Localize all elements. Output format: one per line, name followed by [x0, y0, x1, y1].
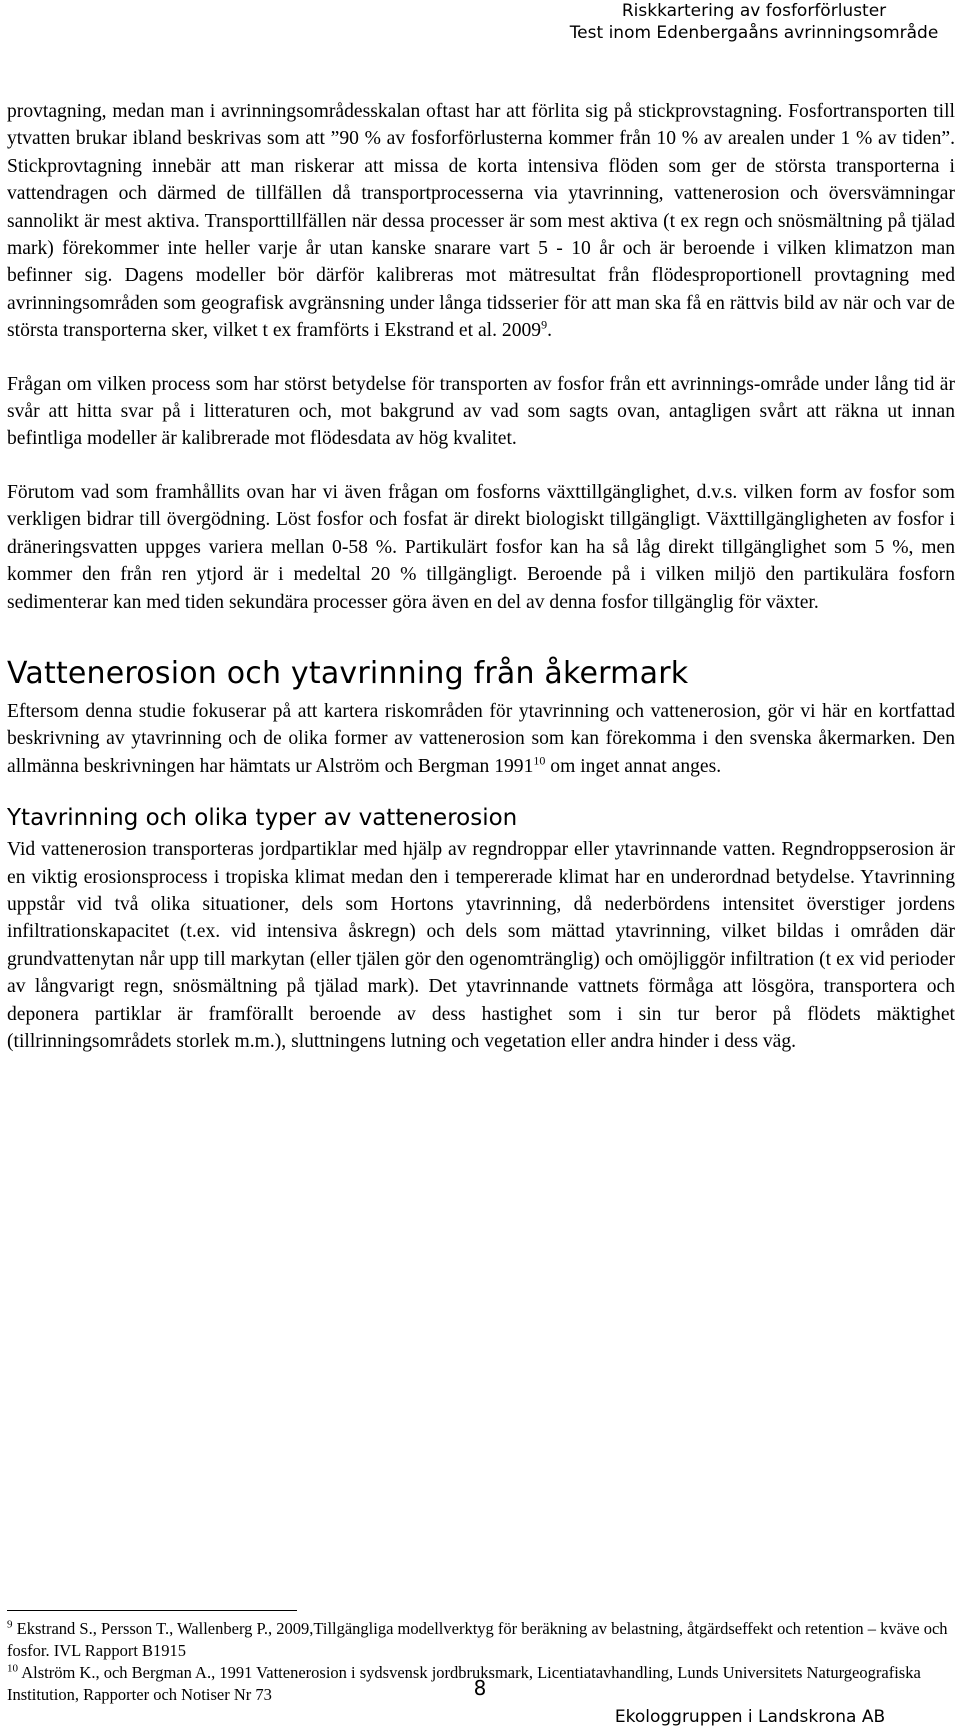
paragraph-text: provtagning, medan man i avrinningsområdesskalan oftast har att förlita sig på stickprovstagning. Fosfortransporten till ytvatten brukar ibland beskrivas som att ”90 % av fosforförlusterna kommer från 10 % av arealen under 1 % av tiden”. Stickprovtagning innebär att man riskerar att missa de korta intensiva flöden som ger de största transporterna i vattendragen och därmed de tillfällen då transportprocesserna via ytavrinning, vattenerosion och översvämningar sannolikt är mest aktiva. Transporttillfällen när dessa processer är som mest aktiva (t ex regn och snösmältning på tjälad mark) förekommer inte heller varje år utan kanske snarare vart 5 - 10 år och är beroende i vilken klimatzon man befinner sig. Dagens modeller bör därför kalibreras mot mätresultat från flödesproportionell provtagning med avrinningsområden som geografisk avgränsning under långa tidsserier för att man ska få en rättvis bild av när och var de största transporterna sker, vilket t ex framförts i Ekstrand et al. 2009 [7, 101, 955, 342]
paragraph-end: . [547, 320, 552, 342]
paragraph-text: Eftersom denna studie fokuserar på att kartera riskområden för ytavrinning och vattenerosion, gör vi här en kortfattad beskrivning av ytavrinning och de olika former av vattenerosion som kan förekomma i den svenska åkermarken. Den allmänna beskrivningen har hämtats ur Alström och Bergman 1991 [7, 700, 955, 777]
paragraph [7, 98, 955, 345]
paragraph: Frågan om vilken process som har störst betydelse för transporten av fosfor från ett avrinnings-område under lång tid är svår att hitta svar på i litteraturen och, mot bakgrund av vad som sagts ovan, antagligen svårt att räkna ut innan befintliga modeller är kalibrerade mot flödesdata av hög kvalitet. [7, 373, 955, 450]
footnote-text: Ekstrand S., Persson T., Wallenberg P., 2009,Tillgängliga modellverktyg för beräkning av belastning, åtgärdseffekt och retention – kväve och fosfor. IVL Rapport B1915 [7, 1619, 948, 1660]
footnote-text: Alström K., och Bergman A., 1991 Vattenerosion i sydsvensk jordbruksmark, Licentiatavhandling, Lunds Universitets Naturgeografiska Institution, Rapporter och Notiser Nr 73 [7, 1663, 921, 1704]
section-heading: Vattenerosion och ytavrinning från åkermark [7, 655, 689, 691]
paragraph: Vid vattenerosion transporteras jordpartiklar med hjälp av regndroppar eller ytavrinnande vatten. Regndroppserosion är en viktig erosionsprocess i tropiska klimat medan den i tempererade klimat har en underordnad betydelse. Ytavrinning uppstår vid två olika situationer, dels som Hortons ytavrinning, då nederbördens intensitet överstiger jordens infiltrationskapacitet (t.ex. vid intensiva åskregn) och dels som mättad ytavrinning, vilket bildas i områden där grundvattenytan når upp till markytan (eller tjälen gör den ogenomtränglig) och omöjliggör infiltration (t ex vid perioder av långvarigt regn, snösmältning på tjälad mark). Det ytavrinnande vattnets förmåga att lösgöra, transportera och deponera partiklar är framförallt beroende av dess hastighet som i sin tur beror på flödets mäktighet (tillrinningsområdets storlek m.m.), sluttningens lutning och vegetation eller andra hinder i dess väg. [7, 839, 955, 1052]
paragraph-end: om inget annat anges. [545, 755, 722, 777]
header-subtitle: Test inom Edenbergaåns avrinningsområde [569, 23, 939, 43]
header-title: Riskkartering av fosforförluster [621, 1, 887, 21]
document-body [7, 98, 955, 1055]
page-footer: Ekologgruppen i Landskrona AB [614, 1707, 886, 1727]
footnote-divider [7, 1610, 297, 1611]
paragraph [7, 698, 955, 780]
page-number: 8 [473, 1676, 487, 1700]
page-header [554, 0, 954, 44]
footnote-ref: 9 [541, 317, 548, 332]
footnote-number: 9 [7, 1618, 13, 1631]
paragraph: Förutom vad som framhållits ovan har vi även frågan om fosforns växttillgänglighet, d.v.s. vilken form av fosfor som verkligen bidrar till övergödning. Löst fosfor och fosfat är direkt biologiskt tillgängligt. Växttillgängligheten av fosfor i dräneringsvatten uppges variera mellan 0-58 %. Partikulärt fosfor kan ha så låg direkt tillgänglighet som 5 %, men kommer den från ren ytjord är i medeltal 20 % tillgängligt. Beroende på i vilken miljö den partikulära fosforn sedimenterar kan med tiden sekundära processer göra även en del av denna fosfor tillgänglig för växter. [7, 481, 955, 613]
subsection-heading: Ytavrinning och olika typer av vattenerosion [7, 805, 518, 832]
footnote [7, 1618, 955, 1662]
footnote-ref: 10 [533, 753, 546, 768]
footnote-number: 10 [7, 1662, 18, 1675]
